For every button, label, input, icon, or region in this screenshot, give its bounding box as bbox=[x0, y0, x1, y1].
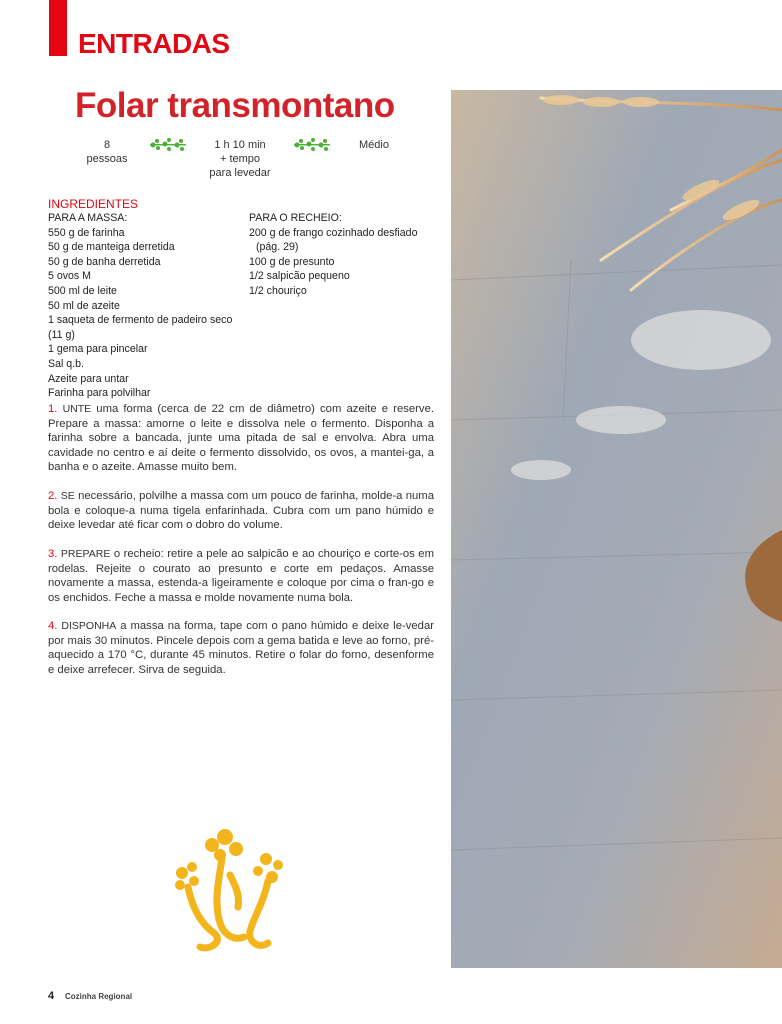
step-number: 2. bbox=[48, 490, 58, 502]
ingredient-item: 1/2 salpicão pequeno bbox=[249, 270, 350, 283]
section-color-bar bbox=[49, 0, 67, 56]
ingredients-heading: INGREDIENTES bbox=[48, 197, 139, 211]
time-line: para levedar bbox=[209, 167, 271, 179]
step-1 bbox=[48, 402, 434, 475]
step-number: 3. bbox=[48, 548, 58, 560]
dough-ingredients bbox=[48, 211, 248, 401]
ingredient-item: Farinha para polvilhar bbox=[48, 387, 151, 400]
ingredient-item: 500 ml de leite bbox=[48, 284, 117, 297]
ingredient-item: (pág. 29) bbox=[256, 241, 299, 254]
ingredient-item: 50 g de banha derretida bbox=[48, 255, 161, 268]
step-text: o recheio: retire a pele ao salpicão e ao chouriço e corte-os em rodelas. Rejeite o courato ao presunto e corte em pedaços. Amasse novamente a massa, estenda-a ligeiramente e coloque por cima o fran-go e os enchidos. Feche a massa e molde novamente numa bola. bbox=[48, 548, 434, 604]
ingredient-item: 1/2 chouriço bbox=[249, 284, 307, 297]
difficulty-label: Médio bbox=[359, 139, 389, 151]
ingredient-item: 200 g de frango cozinhado desfiado bbox=[249, 226, 418, 239]
time-label bbox=[205, 138, 275, 180]
ingredient-item: 1 gema para pincelar bbox=[48, 343, 148, 356]
publication-name: Cozinha Regional bbox=[65, 992, 133, 1001]
page-number: 4 bbox=[48, 990, 55, 1002]
ingredient-item: Sal q.b. bbox=[48, 357, 84, 370]
recipe-photo bbox=[451, 90, 782, 968]
step-number: 4. bbox=[48, 620, 58, 632]
step-keyword: SE bbox=[60, 490, 75, 502]
time-line: + tempo bbox=[219, 153, 261, 165]
ingredient-item: 550 g de farinha bbox=[48, 226, 125, 239]
filling-heading: PARA O RECHEIO: bbox=[249, 212, 342, 224]
flower-ornament-icon bbox=[170, 823, 295, 963]
recipe-title: Folar transmontano bbox=[75, 86, 395, 125]
step-keyword: DISPONHA bbox=[61, 620, 117, 632]
filling-ingredients bbox=[249, 211, 449, 299]
ingredient-item: 50 g de manteiga derretida bbox=[48, 241, 175, 254]
step-number: 1. bbox=[48, 403, 58, 415]
time-line: 1 h 10 min bbox=[214, 139, 266, 151]
step-keyword: UNTE bbox=[62, 403, 92, 415]
step-text: necessário, polvilhe a massa com um pouco de farinha, molde-a numa bola e coloque-a numa tigela enfarinhada. Cubra com um pano húmido e deixe levedar até ficar com o dobro do volume. bbox=[48, 490, 435, 532]
step-2 bbox=[48, 489, 434, 533]
herb-divider-icon bbox=[292, 136, 332, 154]
step-text: a massa na forma, tape com o pano húmido e deixe le-vedar por mais 30 minutos. Pincele depois com a gema batida e leve ao forno, pré-aquecido a 170 °C, durante 45 minutos. Retire o folar do forno, desenforme e deixe arrefecer. Sirva de seguida. bbox=[48, 620, 434, 676]
step-keyword: PREPARE bbox=[60, 548, 111, 560]
herb-divider-icon bbox=[148, 136, 188, 154]
step-4 bbox=[48, 619, 434, 677]
ingredient-item: 5 ovos M bbox=[48, 270, 91, 283]
step-3 bbox=[48, 547, 434, 605]
ingredient-item: 50 ml de azeite bbox=[48, 299, 120, 312]
ingredient-item: 100 g de presunto bbox=[249, 255, 335, 268]
section-heading: ENTRADAS bbox=[78, 28, 230, 59]
dough-heading: PARA A MASSA: bbox=[48, 212, 128, 224]
step-text: uma forma (cerca de 22 cm de diâmetro) com azeite e reserve. Prepare a massa: amorne o leite e dissolva nele o fermento. Disponha a farinha sobre a bancada, junte uma pitada de sal e envolva. Abra uma cavidade no centro e aí deite o fermento dissolvido, os ovos, a mantei-ga, a banha e o azeite. Amasse muito bem. bbox=[48, 403, 435, 474]
ingredient-item: Azeite para untar bbox=[48, 372, 129, 385]
ingredient-item: 1 saqueta de fermento de padeiro seco (11 g) bbox=[48, 314, 233, 341]
servings-label: 8 pessoas bbox=[86, 139, 128, 165]
